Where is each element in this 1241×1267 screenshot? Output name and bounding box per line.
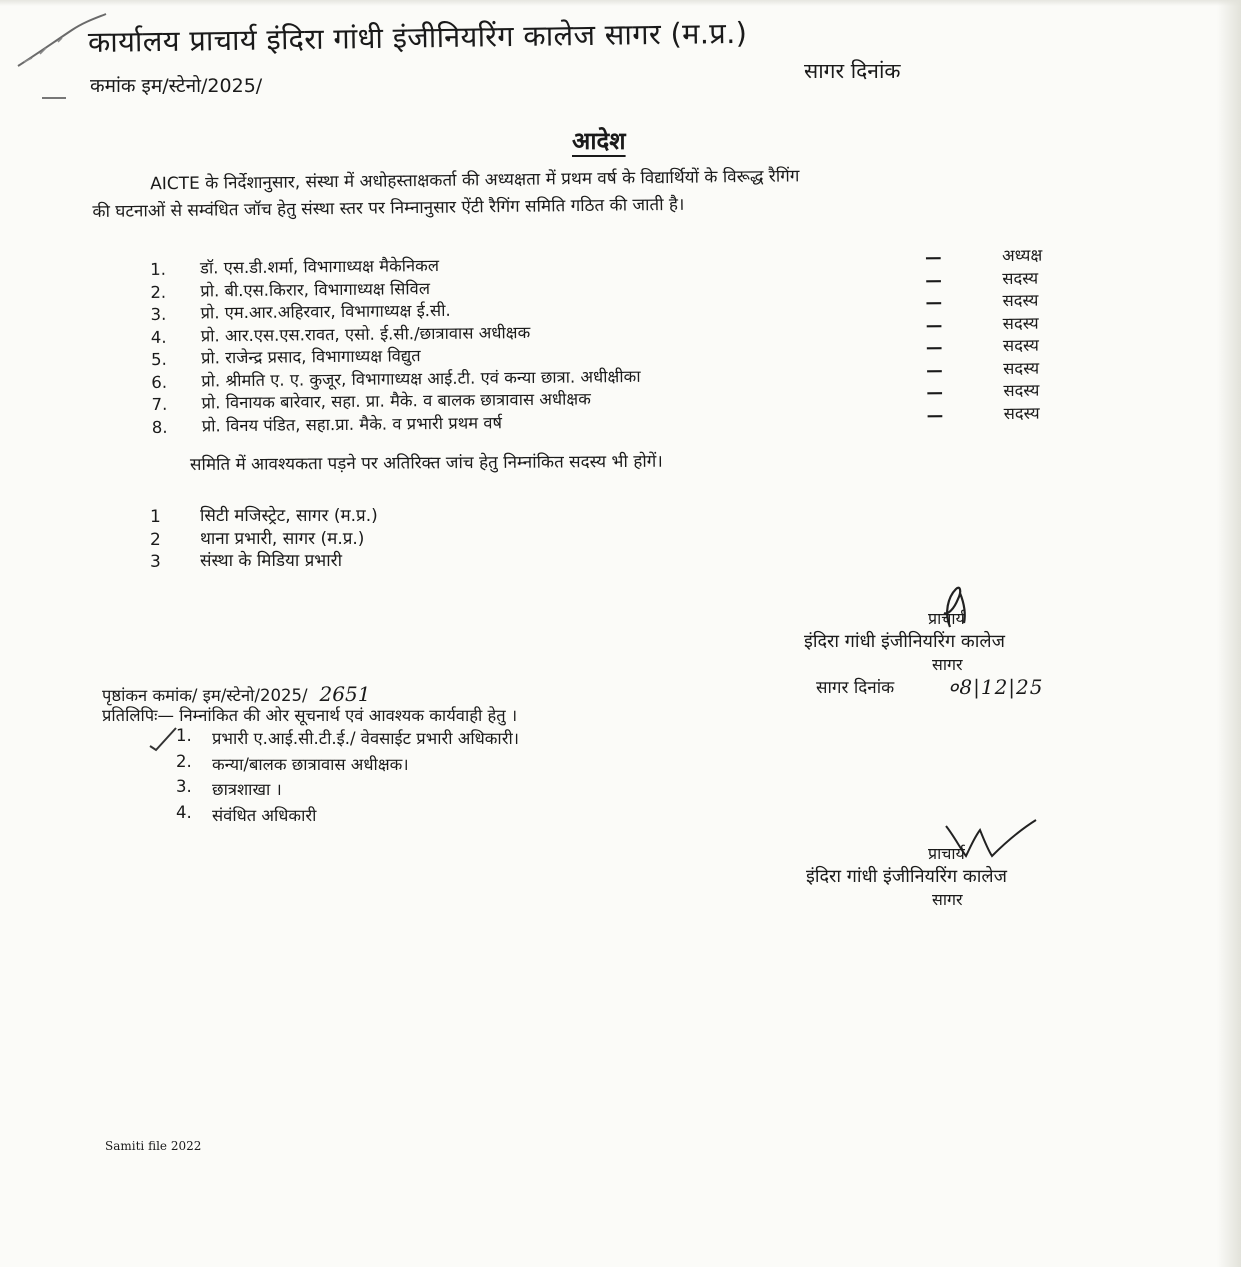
member-role: सदस्य [1002,313,1039,333]
endorsement-label: पृष्ठांकन कमांक/ इम/स्टेनो/2025/ [102,686,308,705]
item-number: 2. [176,751,192,771]
member-name: प्रो. श्रीमति ए. ए. कुजूर, विभागाध्यक्ष आई.टी. एवं कन्या छात्रा. अधीक्षीका [201,366,641,390]
item-number: 7. [151,394,168,414]
recipient-name: संवंधित अधिकारी [212,805,317,825]
item-number: 3 [150,552,161,572]
member-role: सदस्य [1003,358,1040,378]
date-label: सागर दिनांक [816,678,895,698]
item-number: 2. [150,282,167,302]
item-number: 6. [151,372,168,392]
item-number: 4. [150,327,167,347]
member-name: संस्था के मिडिया प्रभारी [200,551,343,571]
item-number: 1 [150,507,161,527]
member-role: सदस्य [1003,380,1040,401]
intro-line: की घटनाओं से सम्वंधित जॉच हेतु संस्था स्तर पर निम्नानुसार ऐंटी रैगिंग समिति गठित की जाती है। [92,194,685,222]
copy-to-line: प्रतिलिपिः— निम्नांकित की ओर सूचनार्थ एवं आवश्यक कार्यवाही हेतु । [102,706,518,725]
item-number: 2 [150,529,161,550]
place-date: सागर दिनांक [804,59,901,83]
handwritten-date: ०8|12|25 [948,675,1044,699]
college-name: इंदिरा गांधी इंजीनियरिंग कालेज [804,631,1005,652]
margin-mark [40,94,70,102]
dash: — [925,315,943,335]
item-number: 3. [176,777,192,796]
dash: — [926,382,944,402]
designation: प्राचार्य [928,844,965,863]
member-name: प्रो. आर.एस.एस.रावत, एसो. ई.सी./छात्रावास अधीक्षक [200,322,531,345]
office-title: कार्यालय प्राचार्य इंदिरा गांधी इंजीनियरिंग कालेज सागर (म.प्र.) [87,15,748,59]
dash: — [926,405,944,425]
recipient-name: प्रभारी ए.आई.सी.टी.ई./ वेवसाईट प्रभारी अधिकारी। [212,729,519,748]
member-name: प्रो. एम.आर.अहिरवार, विभागाध्यक्ष ई.सी. [200,300,451,323]
item-number: 5. [150,349,167,369]
recipient-name: छात्रशाखा । [212,780,282,799]
member-name: प्रो. राजेन्द्र प्रसाद, विभागाध्यक्ष विद्युत [200,346,421,368]
member-name: थाना प्रभारी, सागर (म.प्र.) [200,528,365,549]
dash: — [924,247,942,267]
principal-signature-block [800,595,1120,699]
member-name: डॉ. एस.डी.शर्मा, विभागाध्यक्ष मैकेनिकल [200,255,440,278]
item-number: 8. [151,417,168,437]
city: सागर [932,655,963,674]
handwritten-number: 2651 [319,682,371,706]
member-role: सदस्य [1002,290,1039,311]
designation: प्राचार्य [928,609,965,628]
member-name: प्रो. विनय पंडित, सहा.प्रा. मैके. व प्रभारी प्रथम वर्ष [201,412,503,435]
committee-members-list [150,246,1072,436]
item-number: 1. [150,259,166,279]
member-role: अध्यक्ष [1001,245,1043,266]
scan-edge [1217,0,1241,1267]
member-role: सदस्य [1002,335,1039,356]
intro-paragraph [92,159,1153,226]
intro-line: AICTE के निर्देशानुसार, संस्था में अधोहस्ताक्षकर्ता की अध्यक्षता में प्रथम वर्ष के विद्यार्थियों के विरूद्ध रैगिंग [150,166,800,195]
member-role: सदस्य [1002,268,1039,288]
dash: — [925,292,943,312]
member-name: सिटी मजिस्ट्रेट, सागर (म.प्र.) [200,506,378,526]
dash: — [926,360,943,380]
member-name: प्रो. बी.एस.किरार, विभागाध्यक्ष सिविल [200,278,431,300]
college-name: इंदिरा गांधी इंजीनियरिंग कालेज [806,866,1007,887]
item-number: 4. [176,802,192,822]
recipient-name: कन्या/बालक छात्रावास अधीक्षक। [212,754,409,774]
principal-signature-block [800,818,1120,918]
city: सागर [932,890,963,909]
item-number: 3. [150,304,167,324]
reference-number: कमांक इम/स्टेनो/2025/ [90,75,263,97]
member-name: प्रो. विनायक बारेवार, सहा. प्रा. मैके. व बालक छात्रावास अधीक्षक [201,389,591,413]
order-heading: आदेश [572,127,626,155]
dash: — [925,270,942,290]
scan-edge [0,0,1241,6]
item-number: 1. [176,726,192,745]
dash: — [925,337,943,357]
additional-members-note: समिति में आवश्यकता पड़ने पर अतिरिक्त जांच हेतु निम्नांकित सदस्य भी होगें। [189,451,663,475]
file-reference: Samiti file 2022 [105,1139,202,1153]
member-role: सदस्य [1003,403,1040,423]
